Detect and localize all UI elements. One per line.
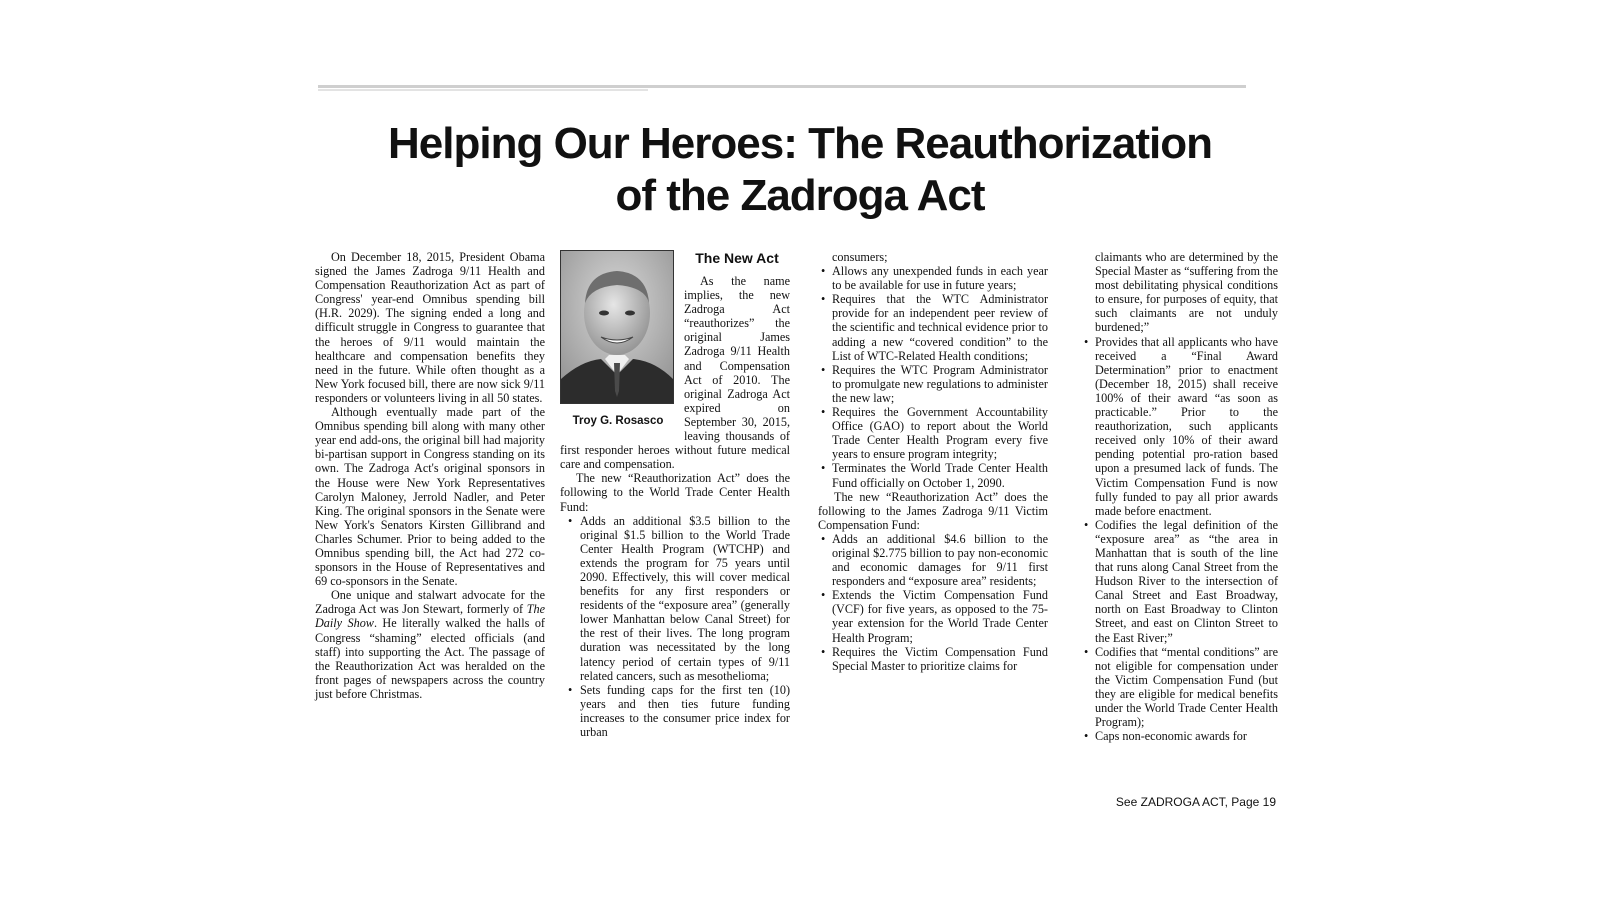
list-item: • Requires the Victim Compensation Fund Special Master to prioritize claims for (818, 645, 1048, 673)
paragraph (315, 588, 545, 701)
bullet-list (560, 514, 790, 740)
author-caption: Troy G. Rosasco (572, 415, 664, 427)
list-item: • Requires the Government Accountability Office (GAO) to report about the World Trade Center Health Program every five years to ensure program integrity; (818, 405, 1048, 461)
list-item: • Adds an additional $4.6 billion to the original $2.775 billion to pay non-economic and economic damages for 9/11 first responders and “exposure area” residents; (818, 532, 1048, 588)
bullet-list (818, 532, 1048, 673)
bullet-list (1083, 335, 1278, 744)
author-portrait-image (561, 251, 673, 403)
article-column-4 (1083, 250, 1278, 743)
paragraph: The new “Reauthorization Act” does the following to the James Zadroga 9/11 Victim Compensation Fund: (818, 489, 1048, 532)
list-item: • Terminates the World Trade Center Health Fund officially on October 1, 2090. (818, 461, 1048, 489)
show-title: The Daily Show (315, 602, 545, 631)
author-photo (560, 250, 674, 404)
text-run: One unique and stalwart advocate for the Zadroga Act was Jon Stewart, formerly of (315, 588, 545, 617)
paragraph: As the name implies, the new Zadroga Act “reauthorizes” the original James Zadroga 9/11 Health and Compensation Act of 2010. The original Zadroga Act expired on September 30, 2015, leaving thousands of first responder heroes without future medical care and compensation. (560, 274, 790, 472)
list-item: • Requires that the WTC Administrator provide for an independent peer review of the scientific and technical evidence prior to adding a new “covered condition” to the List of WTC-Related Health conditions; (818, 292, 1048, 362)
list-item: • Codifies that “mental conditions” are not eligible for compensation under the Victim Compensation Fund (but they are eligible for medical benefits under the World Trade Center Health Program); (1083, 645, 1278, 730)
list-item: • Codifies the legal definition of the “exposure area” as “the area in Manhattan that is south of the line that runs along Canal Street from the Hudson River to the intersection of Canal Street and East Broadway, north on East Broadway to Clinton Street, and east on Clinton Street to the East River;” (1083, 518, 1278, 645)
text-run: . He literally walked the halls of Congress “shaming” elected officials (and staff) into supporting the Act. The passage of the Reauthorization Act was heralded on the front pages of newspapers across the country just before Christmas. (315, 616, 545, 701)
paragraph: Although eventually made part of the Omnibus spending bill along with many other year end add-ons, the original bill had majority bi-partisan support in Congress standing on its own. The Zadroga Act's original sponsors in the House were New York Representatives Carolyn Maloney, Jerrold Nadler, and Peter King. The original sponsors in the Senate were New York's Senators Kirsten Gillibrand and Charles Schumer. Prior to being added to the Omnibus spending bill, the Act had 272 co-sponsors in the House of Representatives and 69 co-sponsors in the Senate. (315, 405, 545, 589)
list-item: • Sets funding caps for the first ten (10) years and then ties future funding increases to the consumer price index for urban (560, 683, 790, 739)
paragraph-continuation: consumers; (832, 250, 888, 264)
list-item: • Adds an additional $3.5 billion to the original $1.5 billion to the World Trade Center Health Program (WTCHP) and extends the program for 75 years until 2090. Effectively, this will cover medical benefits for any first responders or residents of the “exposure area” (generally lower Manhattan below Canal Street) for the rest of their lives. The long program duration was necessitated by the long latency period of certain types of 9/11 related cancers, such as mesothelioma; (560, 514, 790, 683)
article-column-2 (560, 250, 790, 739)
paragraph: On December 18, 2015, President Obama signed the James Zadroga 9/11 Health and Compensation Reauthorization Act as part of Congress' year-end Omnibus spending bill (H.R. 2029). The signing ended a long and difficult struggle in Congress to guarantee that the heroes of 9/11 would maintain the healthcare and compensation benefits they need in the future. While often thought as a New York focused bill, there are now sick 9/11 responders or volunteers living in all 50 states. (315, 250, 545, 405)
paragraph-continuation: claimants who are determined by the Special Master as “suffering from the most debilitating physical conditions to ensure, for purposes of equity, that such claimants are not unduly burdened;” (1095, 250, 1278, 335)
section-subhead: The New Act (695, 250, 779, 266)
article-column-3 (818, 250, 1048, 673)
list-item: • Requires the WTC Program Administrator to promulgate new regulations to administer the new law; (818, 363, 1048, 405)
continuation-jump-line: See ZADROGA ACT, Page 19 (1115, 795, 1276, 809)
header-rule-faded (318, 89, 648, 91)
list-item: • Provides that all applicants who have received a “Final Award Determination” prior to enactment (December 18, 2015) shall receive 100% of their award “as soon as practicable.” Prior to the reauthorization, such applicants received only 10% of their award pending potential pro-ration based upon a presumed lack of funds. The Victim Compensation Fund is now fully funded to pay all prior awards made before enactment. (1083, 335, 1278, 518)
list-item: • Extends the Victim Compensation Fund (VCF) for five years, as opposed to the 75-year extension for the World Trade Center Health Program; (818, 588, 1048, 644)
list-item: • Allows any unexpended funds in each year to be available for use in future years; (818, 264, 1048, 292)
bullet-list (818, 264, 1048, 490)
article-column-1 (315, 250, 545, 701)
paragraph: The new “Reauthorization Act” does the following to the World Trade Center Health Fund: (560, 471, 790, 514)
list-item: • Caps non-economic awards for (1083, 729, 1278, 743)
article-title: Helping Our Heroes: The Reauthorization of the Zadroga Act (388, 119, 1212, 220)
header-rule (318, 85, 1246, 88)
author-photo-block (560, 250, 676, 428)
